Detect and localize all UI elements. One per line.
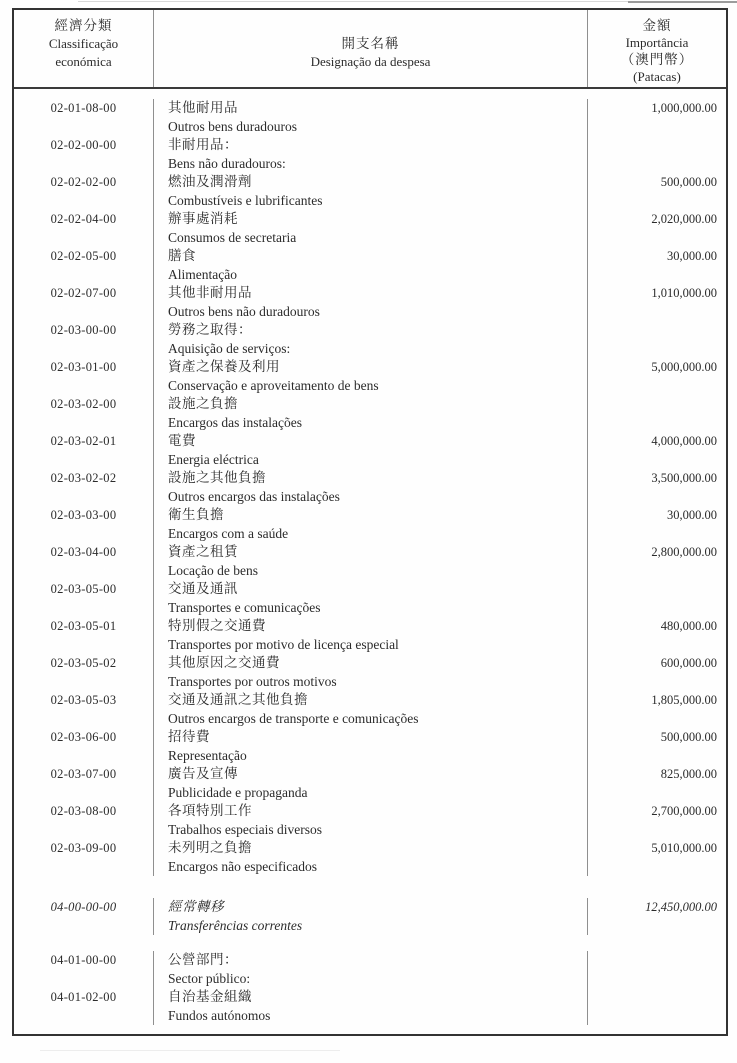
- row-amount: [588, 136, 726, 173]
- table-row: [14, 802, 726, 839]
- row-amount: [588, 580, 726, 617]
- table-row: [14, 654, 726, 691]
- row-amount: 480,000.00: [660, 619, 717, 633]
- scan-artifact-top: [78, 1, 737, 2]
- row-description-pt: Encargos não especificados: [168, 858, 317, 874]
- row-code: 02-03-02-01: [14, 432, 154, 469]
- row-description: [154, 654, 588, 691]
- row-description: [154, 469, 588, 506]
- row-description-pt: Locação de bens: [168, 562, 258, 578]
- row-description-zh: 交通及通訊之其他負擔: [168, 692, 308, 707]
- table-row: [14, 432, 726, 469]
- row-description-pt: Outros bens duradouros: [168, 118, 297, 134]
- row-amount: 12,450,000.00: [645, 900, 717, 914]
- row-description-pt: Sector público:: [168, 970, 251, 986]
- table-row: [14, 988, 726, 1025]
- row-description-pt: Transferências correntes: [168, 917, 303, 933]
- row-description-zh: 各項特別工作: [168, 803, 252, 818]
- row-code: 02-03-04-00: [14, 543, 154, 580]
- table-body: [14, 89, 726, 1034]
- table-row: [14, 321, 726, 358]
- header-amount-currency-zh: （澳門幣）: [620, 52, 694, 67]
- row-amount: 500,000.00: [660, 730, 717, 744]
- row-description-zh: 資產之租賃: [168, 544, 238, 559]
- row-amount: 2,020,000.00: [651, 212, 717, 226]
- row-code: 02-03-02-00: [14, 395, 154, 432]
- header-designation-pt: Designação da despesa: [310, 54, 431, 69]
- table-row: [14, 99, 726, 136]
- row-amount: 1,000,000.00: [651, 101, 717, 115]
- row-description: [154, 802, 588, 839]
- row-amount: 3,500,000.00: [651, 471, 717, 485]
- row-amount: 600,000.00: [660, 656, 717, 670]
- scan-artifact-bottom: [40, 1050, 340, 1051]
- header-classification-column: [14, 10, 154, 87]
- table-row: [14, 728, 726, 765]
- row-amount: [588, 321, 726, 358]
- row-description: [154, 358, 588, 395]
- row-description-zh: 交通及通訊: [168, 581, 238, 596]
- row-code: 04-00-00-00: [14, 898, 154, 935]
- row-description-pt: Encargos das instalações: [168, 414, 302, 430]
- row-amount: 1,010,000.00: [651, 286, 717, 300]
- table-row: [14, 765, 726, 802]
- row-description: [154, 247, 588, 284]
- row-description-pt: Alimentação: [168, 266, 237, 282]
- row-amount: 30,000.00: [667, 249, 717, 263]
- row-code: 02-03-06-00: [14, 728, 154, 765]
- row-description-zh: 辦事處消耗: [168, 211, 238, 226]
- row-description-zh: 廣告及宣傳: [168, 766, 238, 781]
- table-row: [14, 617, 726, 654]
- row-description: [154, 765, 588, 802]
- row-code: 04-01-02-00: [14, 988, 154, 1025]
- table-row: [14, 935, 726, 988]
- header-designation-zh: 開支名稱: [341, 36, 400, 51]
- row-description-pt: Aquisição de serviços:: [168, 340, 291, 356]
- row-code: 02-01-08-00: [14, 99, 154, 136]
- row-amount: 30,000.00: [667, 508, 717, 522]
- row-description: [154, 506, 588, 543]
- row-description-zh: 招待費: [168, 729, 210, 744]
- row-description-pt: Encargos com a saúde: [168, 525, 289, 541]
- row-description: [154, 951, 588, 988]
- row-description-zh: 其他非耐用品: [168, 285, 252, 300]
- row-description-zh: 非耐用品：: [168, 137, 238, 152]
- row-code: 02-03-05-03: [14, 691, 154, 728]
- header-amount-pt: Importância: [625, 35, 689, 50]
- table-row: [14, 136, 726, 173]
- row-description-pt: Outros encargos das instalações: [168, 488, 340, 504]
- row-description: [154, 432, 588, 469]
- table-row: [14, 284, 726, 321]
- header-classification-zh: 經濟分類: [54, 18, 113, 33]
- row-description-zh: 設施之其他負擔: [168, 470, 266, 485]
- row-description: [154, 284, 588, 321]
- row-description-pt: Consumos de secretaria: [168, 229, 297, 245]
- table-row: [14, 506, 726, 543]
- row-description-pt: Combustíveis e lubrificantes: [168, 192, 323, 208]
- table-row: [14, 395, 726, 432]
- row-amount: 500,000.00: [660, 175, 717, 189]
- row-description-pt: Trabalhos especiais diversos: [168, 821, 322, 837]
- row-description-pt: Transportes por outros motivos: [168, 673, 337, 689]
- row-code: 02-02-07-00: [14, 284, 154, 321]
- header-designation-column: [154, 10, 588, 87]
- table-row: [14, 580, 726, 617]
- row-description-pt: Conservação e aproveitamento de bens: [168, 377, 379, 393]
- row-description-zh: 燃油及潤滑劑: [168, 174, 252, 189]
- row-code: 02-03-05-00: [14, 580, 154, 617]
- table-row: [14, 691, 726, 728]
- table-row: [14, 469, 726, 506]
- row-description-zh: 衛生負擔: [168, 507, 224, 522]
- table-row: [14, 876, 726, 935]
- row-description: [154, 898, 588, 935]
- row-description: [154, 988, 588, 1025]
- row-amount: [588, 988, 726, 1025]
- header-classification-pt-line2: económica: [55, 54, 112, 69]
- row-code: 02-03-09-00: [14, 839, 154, 876]
- row-description: [154, 617, 588, 654]
- row-description-pt: Publicidade e propaganda: [168, 784, 308, 800]
- row-description: [154, 691, 588, 728]
- row-code: 02-03-05-01: [14, 617, 154, 654]
- row-description: [154, 543, 588, 580]
- row-description-zh: 勞務之取得：: [168, 322, 252, 337]
- row-description-pt: Transportes por motivo de licença especial: [168, 636, 399, 652]
- row-code: 02-03-03-00: [14, 506, 154, 543]
- row-description-zh: 經常轉移: [168, 899, 224, 914]
- row-code: 02-02-02-00: [14, 173, 154, 210]
- table-row: [14, 543, 726, 580]
- table-row: [14, 173, 726, 210]
- row-code: 02-03-01-00: [14, 358, 154, 395]
- header-amount-currency-pt: (Patacas): [633, 69, 681, 84]
- header-amount-column: [588, 10, 726, 87]
- row-description-zh: 特別假之交通費: [168, 618, 266, 633]
- row-description: [154, 210, 588, 247]
- row-code: 02-02-00-00: [14, 136, 154, 173]
- row-description-zh: 其他耐用品: [168, 100, 238, 115]
- row-description: [154, 839, 588, 876]
- row-amount: 825,000.00: [660, 767, 717, 781]
- row-amount: 1,805,000.00: [651, 693, 717, 707]
- scan-artifact-top-right: [628, 1, 737, 3]
- row-code: 02-03-08-00: [14, 802, 154, 839]
- row-description-zh: 資產之保養及利用: [168, 359, 280, 374]
- table-row: [14, 210, 726, 247]
- row-code: 02-03-07-00: [14, 765, 154, 802]
- row-code: 02-02-04-00: [14, 210, 154, 247]
- row-amount: 5,010,000.00: [651, 841, 717, 855]
- row-amount: 2,800,000.00: [651, 545, 717, 559]
- row-amount: 2,700,000.00: [651, 804, 717, 818]
- row-description: [154, 395, 588, 432]
- row-description-pt: Energia eléctrica: [168, 451, 259, 467]
- row-code: 04-01-00-00: [14, 951, 154, 988]
- expense-budget-table: [12, 8, 728, 1036]
- row-description-pt: Representação: [168, 747, 247, 763]
- row-description: [154, 173, 588, 210]
- row-description-pt: Bens não duradouros:: [168, 155, 286, 171]
- row-description-zh: 公營部門：: [168, 952, 238, 967]
- table-row: [14, 247, 726, 284]
- row-description-pt: Outros encargos de transporte e comunicações: [168, 710, 419, 726]
- row-code: 02-03-05-02: [14, 654, 154, 691]
- row-amount: [588, 395, 726, 432]
- row-amount: 5,000,000.00: [651, 360, 717, 374]
- row-description-zh: 膳食: [168, 248, 196, 263]
- row-description: [154, 728, 588, 765]
- header-amount-zh: 金額: [642, 18, 672, 33]
- row-description: [154, 580, 588, 617]
- row-code: 02-02-05-00: [14, 247, 154, 284]
- row-amount: [588, 951, 726, 988]
- row-code: 02-03-00-00: [14, 321, 154, 358]
- row-description: [154, 99, 588, 136]
- row-description-zh: 設施之負擔: [168, 396, 238, 411]
- row-amount: 4,000,000.00: [651, 434, 717, 448]
- row-description-zh: 電費: [168, 433, 196, 448]
- table-header: [14, 10, 726, 89]
- row-description-zh: 自治基金組織: [168, 989, 252, 1004]
- row-description-pt: Fundos autónomos: [168, 1007, 271, 1023]
- row-description-zh: 未列明之負擔: [168, 840, 252, 855]
- row-description-pt: Outros bens não duradouros: [168, 303, 320, 319]
- row-description: [154, 321, 588, 358]
- row-code: 02-03-02-02: [14, 469, 154, 506]
- table-row: [14, 839, 726, 876]
- row-description-zh: 其他原因之交通費: [168, 655, 280, 670]
- table-row: [14, 358, 726, 395]
- row-description-pt: Transportes e comunicações: [168, 599, 321, 615]
- row-description: [154, 136, 588, 173]
- header-classification-pt-line1: Classificação: [48, 36, 119, 51]
